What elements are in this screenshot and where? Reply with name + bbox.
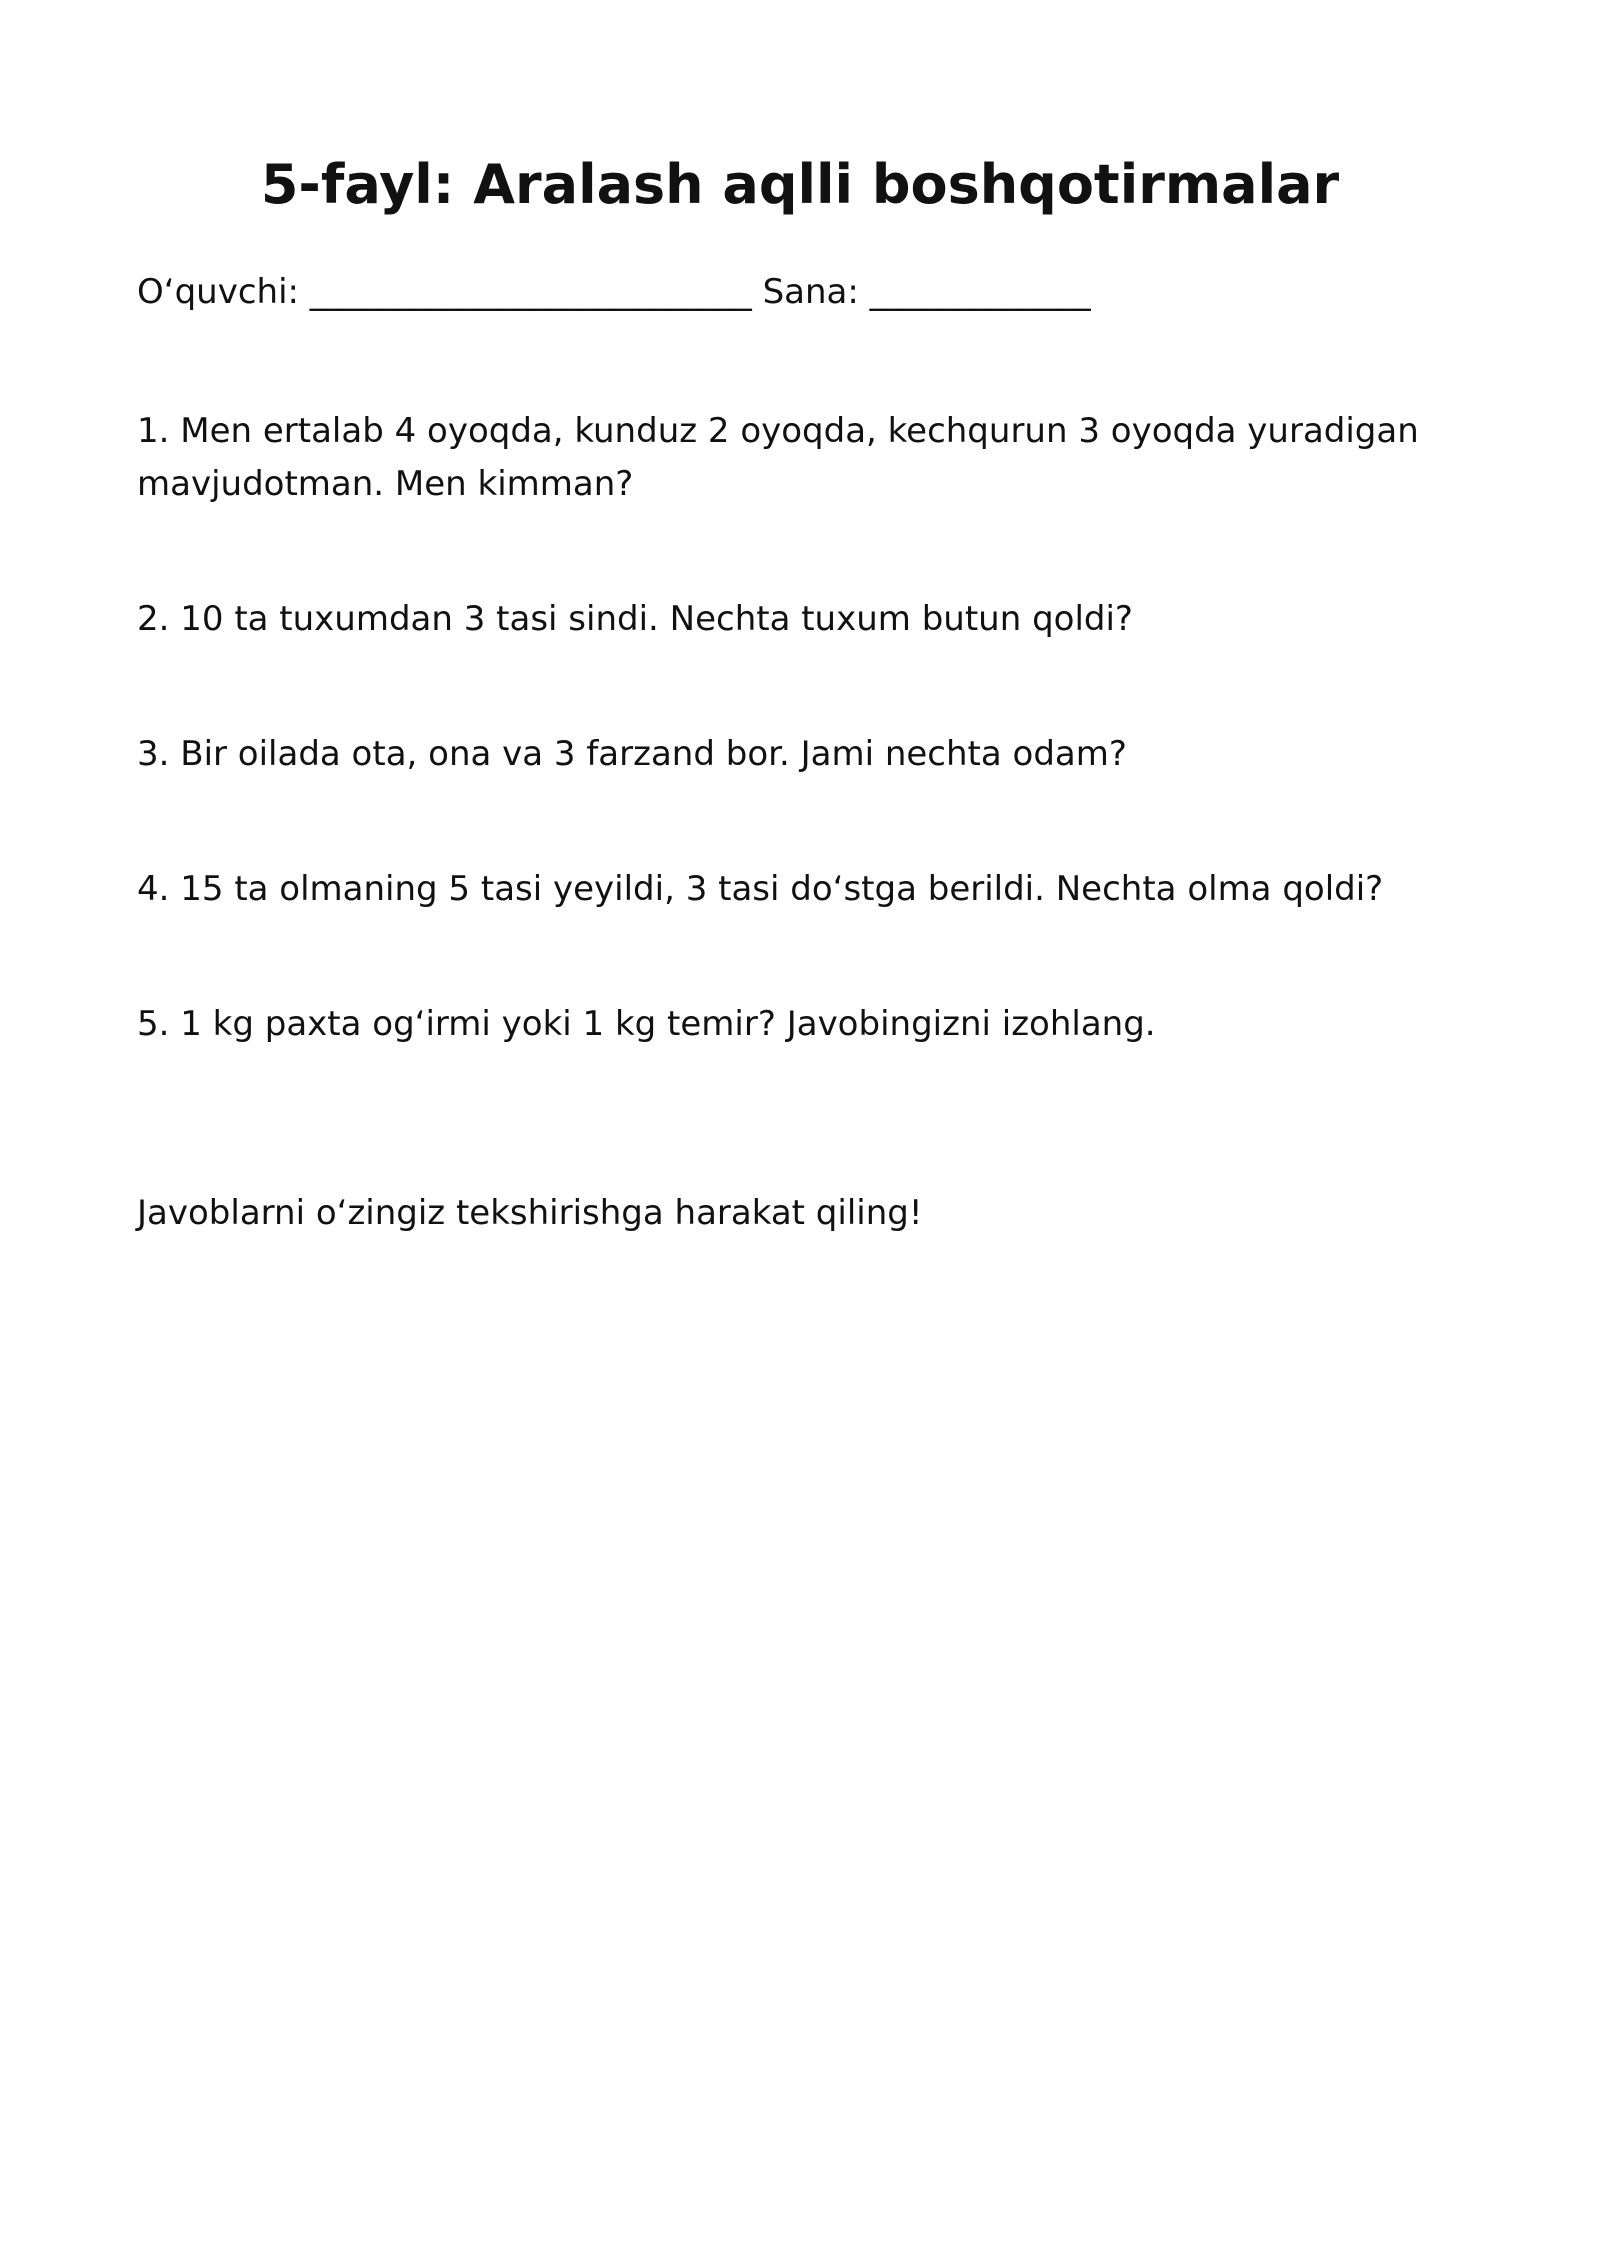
question-5: 5. 1 kg paxta og‘irmi yoki 1 kg temir? Javobingizni izohlang.: [137, 1004, 1156, 1044]
question-1: 1. Men ertalab 4 oyoqda, kunduz 2 oyoqda, kechqurun 3 oyoqda yuradigan mavjudotman. Men kimman?: [137, 411, 1430, 504]
question-3: 3. Bir oilada ota, ona va 3 farzand bor. Jami nechta odam?: [137, 734, 1127, 774]
question-4: 4. 15 ta olmaning 5 tasi yeyildi, 3 tasi do‘stga berildi. Nechta olma qoldi?: [137, 869, 1384, 909]
date-blank: _____________: [869, 272, 1091, 312]
student-label: O‘quvchi:: [137, 272, 299, 312]
footer-note: Javoblarni o‘zingiz tekshirishga harakat qiling!: [137, 1193, 923, 1233]
date-label: Sana:: [762, 272, 859, 312]
question-2: 2. 10 ta tuxumdan 3 tasi sindi. Nechta tuxum butun qoldi?: [137, 599, 1133, 639]
student-info-line: [137, 266, 1477, 319]
student-name-blank: __________________________: [309, 272, 752, 312]
page-title: 5-fayl: Aralash aqlli boshqotirmalar: [260, 153, 1340, 216]
